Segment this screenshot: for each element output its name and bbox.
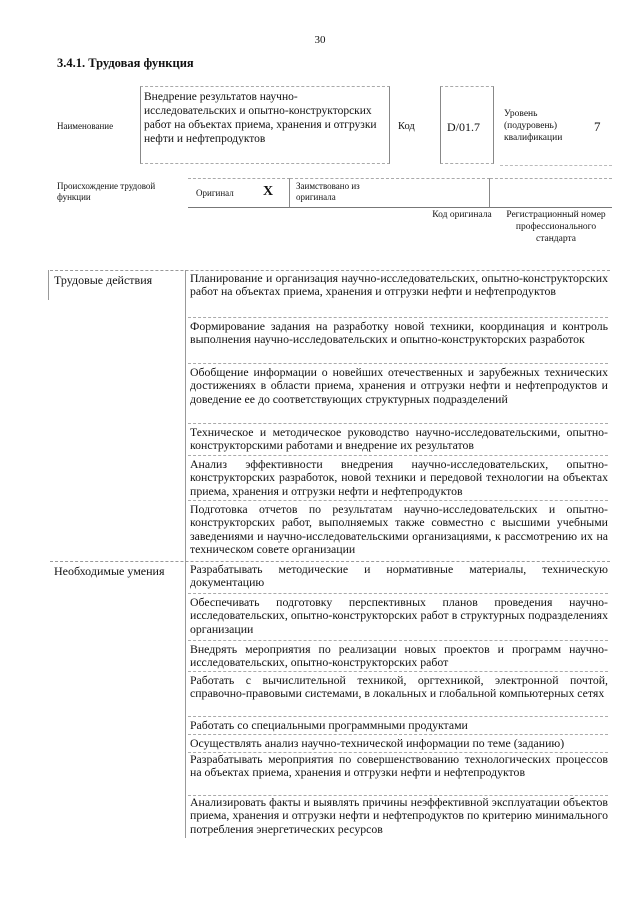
name-value: Внедрение результатов научно-исследовательских и опытно-конструкторских работ на объектах приема, хранения и отгрузки нефти и нефтепродуктов [140,86,390,164]
divider [188,671,608,672]
origin-label: Происхождение трудовой функции [57,181,156,202]
section-title: 3.4.1. Трудовая функция [57,56,194,70]
code-box [440,86,494,164]
borrowed-label: Заимствовано из оригинала [296,181,360,202]
level-value: 7 [594,119,601,134]
divider [188,734,608,735]
name-label: Наименование [57,121,114,131]
divider [188,716,608,717]
list-item: Внедрять мероприятия по реализации новых проектов и программ научно-исследовательских, опытно-конструкторских работ [190,642,608,670]
list-item: Техническое и методическое руководство научно-исследовательскими, опытно-конструкторскими работами и внедрение их результатов [190,425,608,453]
divider [188,455,608,456]
original-mark: X [263,184,274,199]
list-item: Обеспечивать подготовку перспективных планов проведения научно-исследовательских, опытно-конструкторских работ в структурных подразделениях организации [190,595,608,636]
divider [188,317,608,318]
list-item: Осуществлять анализ научно-технической информации по теме (заданию) [190,736,565,750]
list-item: Разрабатывать методические и нормативные материалы, техническую документацию [190,562,608,590]
list-item: Формирование задания на разработку новой техники, координация и контроль выполнения научно-исследовательских и опытно-конструкторских разработок [190,319,608,347]
divider [188,640,608,641]
required-skills-label: Необходимые умения [54,564,165,578]
list-item: Планирование и организация научно-исследовательских, опытно-конструкторских работ на объектах приема, хранения и отгрузки нефти и нефтепродуктов [190,271,608,299]
list-item: Анализ эффективности внедрения научно-исследовательских, опытно-конструкторских разработок, новой техники и передовой технологии на объектах приема, хранения и отгрузки нефти и нефтепродуктов [190,457,608,498]
divider [188,363,608,364]
list-item: Работать с вычислительной техникой, оргтехникой, электронной почтой, справочно-правовыми системами, в локальных и глобальной компьютерных сетях [190,673,608,701]
labor-actions-label: Трудовые действия [54,273,153,287]
reg-number-label: Регистрационный номер профессионального стандарта [506,210,606,244]
divider [500,165,612,166]
list-item: Подготовка отчетов по результатам научно-исследовательских и опытно-конструкторских работ, выполняемых также совместно с высшими учебными заведениями и научно-исследовательскими организациями, к рассмотрению их на техническом совете организации [190,502,608,557]
column-divider [185,270,186,838]
list-item: Работать со специальными программными продуктами [190,718,468,732]
divider [188,500,608,501]
list-item: Обобщение информации о новейших отечественных и зарубежных технических достижениях в области приема, хранения и отгрузки нефти и нефтепродуктов и доведение ее до соответствующих структурных подразделений [190,365,608,406]
code-original-label: Код оригинала [432,210,492,220]
page-number: 30 [314,34,326,46]
list-item: Анализировать факты и выявлять причины неэффективной эксплуатации объектов приема, хранения и отгрузки нефти и нефтепродуктов по критерию минимального потребления энергетических ресурсов [190,795,608,836]
divider [188,593,608,594]
reg-cell [490,178,612,208]
code-value: D/01.7 [447,120,480,134]
level-label: Уровень (подуровень) квалификации [504,109,563,143]
list-item: Разрабатывать мероприятия по совершенствованию технологических процессов на объектах приема, хранения и отгрузки нефти и нефтепродуктов [190,752,608,780]
original-label: Оригинал [196,188,234,198]
left-border [48,270,49,300]
code-label: Код [398,121,415,132]
divider [188,423,608,424]
